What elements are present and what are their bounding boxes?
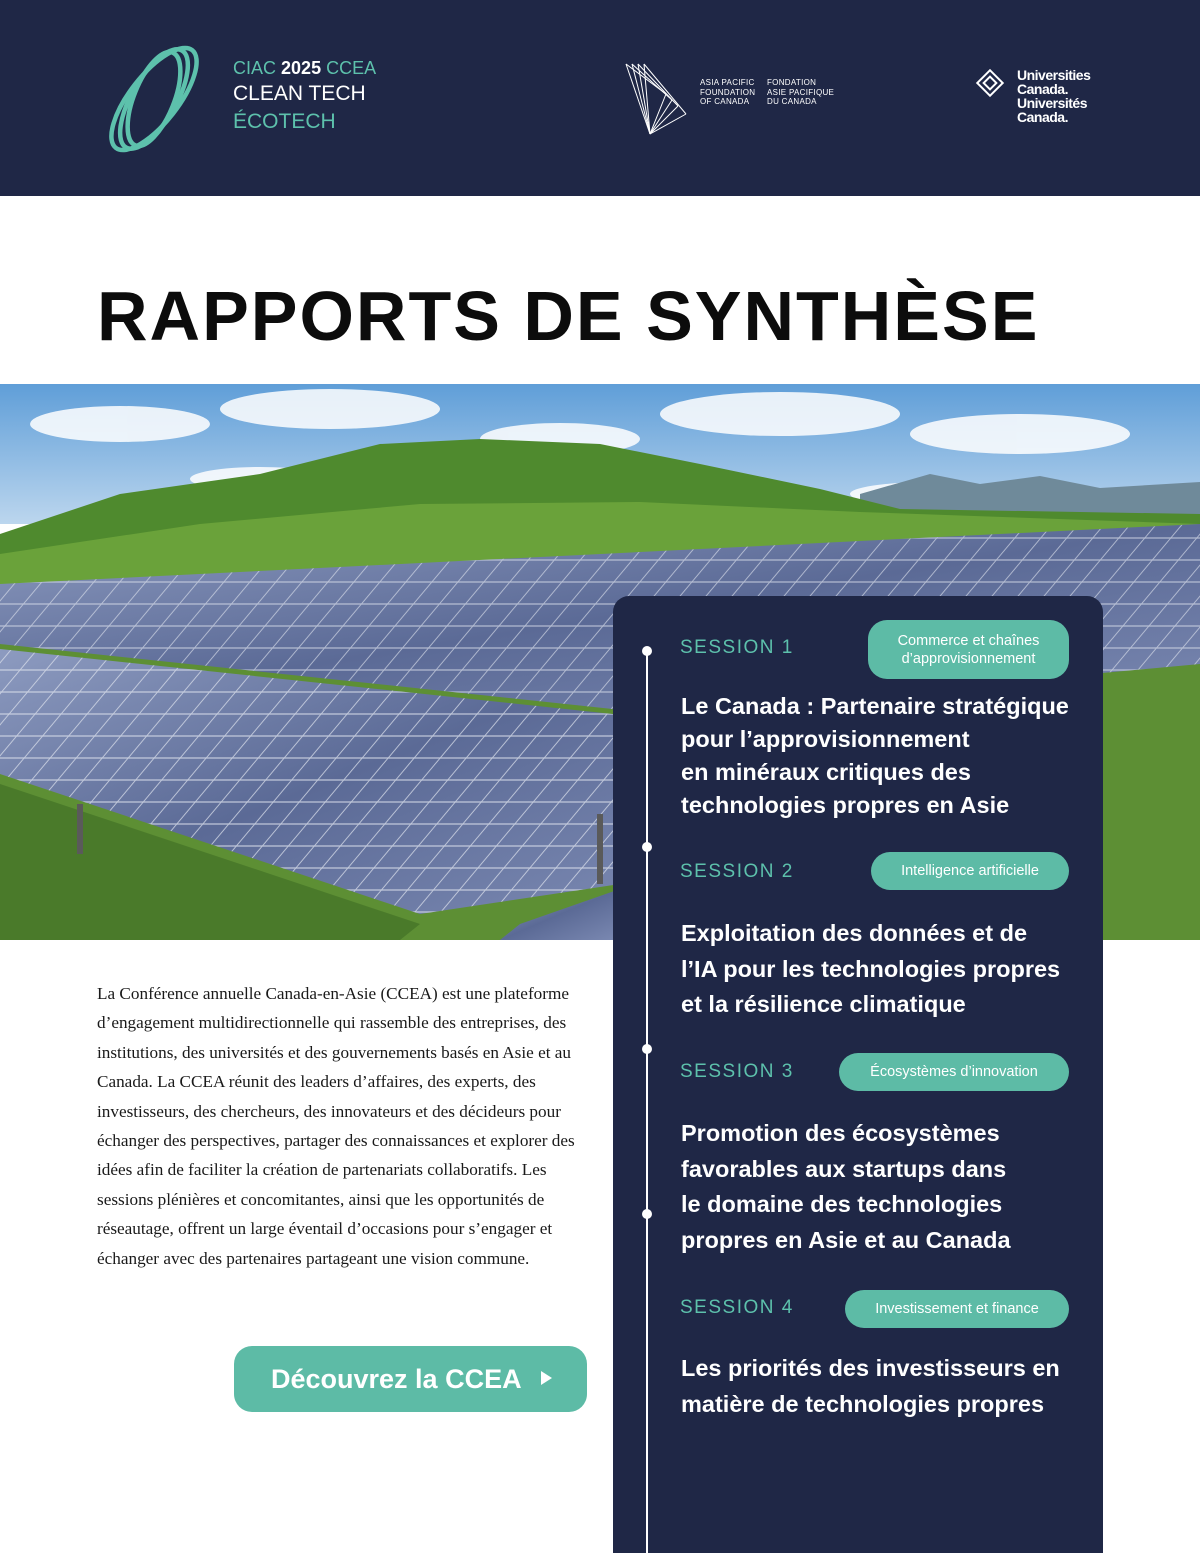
brand-ecotech: ÉCOTECH [233, 110, 336, 133]
session-2-title-line: l’IA pour les technologies propres [681, 955, 1061, 982]
session-3-tag[interactable] [839, 1053, 1069, 1091]
apf-name-english [700, 78, 755, 107]
session-1-tag[interactable] [868, 620, 1069, 679]
session-1-title-line: Le Canada : Partenaire stratégique [681, 693, 1069, 719]
apf-fr-line: DU CANADA [767, 97, 817, 106]
brand-clean-tech: CLEAN TECH [233, 82, 366, 105]
uc-line: Canada. [1017, 109, 1068, 125]
play-arrow-icon [541, 1371, 552, 1385]
universities-canada-wordmark [1017, 68, 1090, 124]
session-1-title-line: technologies propres en Asie [681, 792, 1010, 818]
brand-year: 2025 [281, 58, 322, 78]
intro-paragraph: La Conférence annuelle Canada-en-Asie (CCEA) est une plateforme d’engagement multidirectionnelle qui rassemble des entreprises, des institutions, des universités et des gouvernements basés en Asie et au Canada. La CCEA réunit des leaders d’affaires, des experts, des investisseurs, des chercheurs, des innovateurs et des décideurs pour échanger des perspectives, partager des connaissances et explorer des idées afin de faciliter la création de partenariats collaboratifs. Les sessions plénières et concomitantes, ainsi que les opportunités de réseautage, offrent un large éventail d’occasions pour s’engager et échanger avec des partenaires partageant une vision commune. [97, 984, 575, 1268]
session-3-title-line: favorables aux startups dans [681, 1155, 1007, 1182]
uc-line: Canada. [1017, 81, 1068, 97]
session-1-title-line: en minéraux critiques des [681, 759, 971, 785]
uc-line: Universités [1017, 95, 1087, 111]
page-title: RAPPORTS DE SYNTHÈSE [97, 277, 1040, 355]
session-2-tag-line: Intelligence artificielle [901, 863, 1039, 879]
session-3-title[interactable] [681, 1116, 1086, 1258]
timeline-dot [642, 1044, 652, 1054]
apf-en-line: ASIA PACIFIC [700, 78, 755, 87]
ciac-brand-text [233, 56, 376, 136]
session-2-title-line: Exploitation des données et de [681, 920, 1028, 946]
session-2-tag[interactable] [871, 852, 1069, 890]
session-2-label: SESSION 2 [680, 861, 794, 882]
session-1-label: SESSION 1 [680, 637, 794, 658]
apf-en-line: OF CANADA [700, 97, 750, 106]
session-2-title-line: et la résilience climatique [681, 991, 966, 1017]
session-1-title-line: pour l’approvisionnement [681, 726, 970, 752]
brand-ccea: CCEA [326, 58, 377, 78]
discover-ccea-button[interactable] [234, 1346, 587, 1412]
timeline-dot [642, 1209, 652, 1219]
session-4-title[interactable] [681, 1351, 1086, 1422]
session-1-tag-line: Commerce et chaînes [897, 632, 1040, 649]
session-4-tag[interactable] [845, 1290, 1069, 1328]
session-4-title-line: Les priorités des investisseurs en [681, 1355, 1060, 1381]
session-3-tag-line: Écosystèmes d’innovation [870, 1064, 1038, 1080]
brand-ciac: CIAC [233, 58, 277, 78]
apf-en-line: FOUNDATION [700, 87, 756, 97]
session-4-label: SESSION 4 [680, 1297, 794, 1318]
session-4-title-line: matière de technologies propres [681, 1390, 1045, 1417]
timeline-dot [642, 842, 652, 852]
session-3-title-line: Promotion des écosystèmes [681, 1120, 1000, 1146]
apf-fr-line: FONDATION [767, 78, 817, 87]
session-3-title-line: propres en Asie et au Canada [681, 1226, 1011, 1253]
session-3-title-line: le domaine des technologies [681, 1191, 1003, 1217]
session-4-tag-line: Investissement et finance [875, 1301, 1039, 1317]
apf-canada-logo-icon [624, 60, 694, 136]
apf-name-french [767, 78, 834, 107]
sessions-timeline [646, 652, 648, 1553]
header-banner [0, 0, 1200, 196]
session-3-label: SESSION 3 [680, 1061, 794, 1082]
timeline-dot [642, 646, 652, 656]
session-2-title[interactable] [681, 916, 1086, 1023]
session-1-tag-line: d’approvisionnement [901, 650, 1036, 667]
uc-line: Universities [1017, 67, 1091, 83]
ciac-rings-logo-icon [92, 34, 217, 164]
universities-canada-diamond-icon [975, 68, 1005, 98]
apf-fr-line: ASIE PACIFIQUE [767, 87, 835, 97]
session-1-title[interactable] [681, 690, 1086, 822]
discover-ccea-label: Découvrez la CCEA [271, 1363, 522, 1394]
